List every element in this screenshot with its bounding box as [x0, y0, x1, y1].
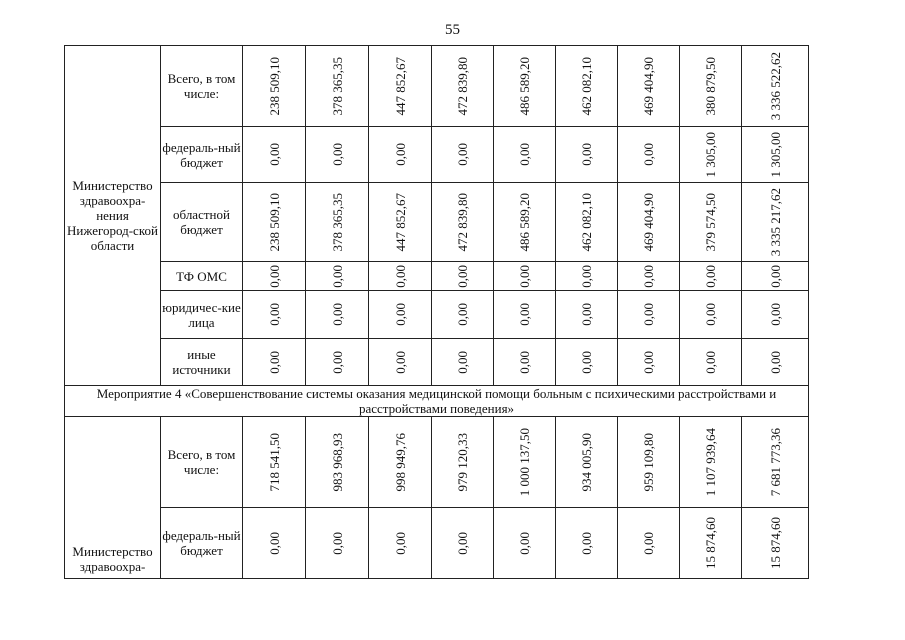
funding-value: 15 874,60: [767, 517, 783, 569]
funding-value-cell: [742, 339, 809, 386]
funding-value-cell: [306, 417, 369, 508]
funding-value-cell: [494, 127, 556, 183]
funding-value: 472 839,80: [455, 192, 470, 252]
funding-value-cell: [243, 339, 306, 386]
funding-value-cell: [618, 291, 680, 339]
funding-value-cell: [432, 339, 494, 386]
funding-value: 0,00: [266, 531, 282, 555]
organization-name: Министерство здравоохра-: [65, 417, 161, 579]
funding-value-cell: [742, 262, 809, 291]
funding-value-cell: [306, 183, 369, 262]
funding-value-cell: [432, 46, 494, 127]
funding-value: 0,00: [641, 143, 656, 166]
funding-value: 0,00: [579, 143, 594, 166]
funding-value-cell: [369, 508, 432, 579]
funding-value-cell: [618, 339, 680, 386]
funding-value-cell: [306, 291, 369, 339]
funding-value-cell: [618, 417, 680, 508]
funding-value: 0,00: [641, 531, 656, 555]
funding-value-cell: [432, 183, 494, 262]
funding-value: 0,00: [455, 143, 470, 166]
funding-value-cell: [369, 262, 432, 291]
funding-value-cell: [243, 183, 306, 262]
funding-value-cell: [556, 127, 618, 183]
funding-value-cell: [742, 46, 809, 127]
funding-value: 238 509,10: [266, 56, 282, 116]
funding-value-cell: [556, 291, 618, 339]
funding-value: 0,00: [579, 531, 594, 555]
funding-row: [65, 508, 809, 579]
funding-value-cell: [306, 262, 369, 291]
funding-value: 0,00: [579, 350, 594, 374]
funding-value: 447 852,67: [392, 192, 408, 252]
funding-value-cell: [306, 508, 369, 579]
funding-value-cell: [680, 46, 742, 127]
funding-row: [65, 339, 809, 386]
event-title-row: [65, 386, 809, 417]
funding-value-cell: [618, 183, 680, 262]
funding-value: 0,00: [329, 264, 345, 288]
funding-value-cell: [556, 46, 618, 127]
funding-value: 959 109,80: [641, 432, 656, 492]
financing-table: [64, 45, 809, 579]
funding-value: 462 082,10: [579, 192, 594, 252]
funding-value-cell: [243, 46, 306, 127]
funding-value-cell: [494, 417, 556, 508]
funding-source-label: Всего, в том числе:: [161, 417, 243, 508]
funding-value-cell: [369, 46, 432, 127]
funding-value: 0,00: [392, 303, 408, 326]
funding-value: 0,00: [329, 303, 345, 326]
funding-value: 486 589,20: [517, 56, 532, 116]
funding-value-cell: [243, 291, 306, 339]
funding-value-cell: [742, 508, 809, 579]
funding-value: 0,00: [266, 264, 282, 288]
funding-source-label: федераль-ный бюджет: [161, 508, 243, 579]
funding-value-cell: [680, 339, 742, 386]
funding-value: 380 879,50: [703, 56, 718, 116]
funding-value-cell: [680, 508, 742, 579]
funding-value: 1 000 137,50: [517, 427, 532, 497]
funding-value-cell: [742, 291, 809, 339]
funding-value: 0,00: [703, 303, 718, 326]
funding-value: 0,00: [517, 143, 532, 166]
funding-value: 1 107 939,64: [703, 427, 718, 497]
event-title-section: [65, 386, 809, 417]
funding-value: 472 839,80: [455, 56, 470, 116]
funding-value: 0,00: [641, 303, 656, 326]
funding-source-label: иные источники: [161, 339, 243, 386]
funding-value: 0,00: [767, 303, 783, 326]
funding-value: 1 305,00: [767, 131, 783, 178]
funding-value: 0,00: [392, 264, 408, 288]
funding-value: 983 968,93: [329, 432, 345, 492]
funding-value: 0,00: [703, 264, 718, 288]
funding-value: 238 509,10: [266, 192, 282, 252]
funding-value-cell: [369, 183, 432, 262]
funding-value: 0,00: [517, 264, 532, 288]
funding-value: 0,00: [329, 143, 345, 166]
funding-value-cell: [680, 127, 742, 183]
funding-value: 7 681 773,36: [767, 427, 783, 497]
funding-value-cell: [369, 339, 432, 386]
funding-value: 0,00: [517, 531, 532, 555]
funding-value-cell: [369, 127, 432, 183]
funding-value: 0,00: [579, 264, 594, 288]
funding-value-cell: [556, 417, 618, 508]
funding-value: 0,00: [517, 303, 532, 326]
funding-value-cell: [618, 262, 680, 291]
funding-value: 379 574,50: [703, 192, 718, 252]
funding-source-label: Всего, в том числе:: [161, 46, 243, 127]
funding-value-cell: [618, 508, 680, 579]
funding-value-cell: [680, 417, 742, 508]
funding-value-cell: [243, 127, 306, 183]
funding-value-cell: [243, 417, 306, 508]
funding-value-cell: [556, 262, 618, 291]
funding-value: 0,00: [455, 303, 470, 326]
funding-value: 0,00: [266, 303, 282, 326]
funding-value-cell: [432, 262, 494, 291]
funding-value: 486 589,20: [517, 192, 532, 252]
funding-value: 1 305,00: [703, 131, 718, 178]
funding-value-cell: [680, 183, 742, 262]
funding-value: 998 949,76: [392, 432, 408, 492]
funding-value: 447 852,67: [392, 56, 408, 116]
funding-value: 0,00: [455, 531, 470, 555]
funding-value-cell: [432, 417, 494, 508]
funding-value: 718 541,50: [266, 432, 282, 492]
funding-value-cell: [494, 183, 556, 262]
funding-value: 378 365,35: [329, 192, 345, 252]
funding-value: 0,00: [392, 143, 408, 166]
funding-value: 0,00: [767, 264, 783, 288]
funding-value-cell: [432, 508, 494, 579]
funding-value: 378 365,35: [329, 56, 345, 116]
funding-value-cell: [618, 127, 680, 183]
funding-value: 0,00: [517, 350, 532, 374]
funding-value: 0,00: [392, 531, 408, 555]
funding-value: 0,00: [579, 303, 594, 326]
funding-row: [65, 127, 809, 183]
funding-row: [65, 417, 809, 508]
section-ministry-health: [65, 46, 809, 386]
funding-value-cell: [369, 291, 432, 339]
funding-row: [65, 46, 809, 127]
funding-row: [65, 262, 809, 291]
funding-value: 0,00: [266, 143, 282, 166]
funding-source-label: областной бюджет: [161, 183, 243, 262]
funding-value: 979 120,33: [455, 432, 470, 492]
funding-value-cell: [432, 127, 494, 183]
funding-value-cell: [556, 508, 618, 579]
funding-value-cell: [742, 417, 809, 508]
funding-value: 462 082,10: [579, 56, 594, 116]
funding-value: 0,00: [392, 350, 408, 374]
funding-value-cell: [432, 291, 494, 339]
funding-value-cell: [680, 291, 742, 339]
funding-value-cell: [494, 291, 556, 339]
funding-value-cell: [243, 262, 306, 291]
funding-value: 3 336 522,62: [767, 51, 783, 121]
funding-row: [65, 291, 809, 339]
funding-value: 0,00: [329, 350, 345, 374]
event-title: Мероприятие 4 «Совершенствование системы оказания медицинской помощи больным с психическими расстройствами и расстройствами поведения»: [65, 386, 809, 417]
funding-value: 0,00: [767, 350, 783, 374]
funding-value: 469 404,90: [641, 192, 656, 252]
funding-value-cell: [494, 339, 556, 386]
funding-value-cell: [494, 46, 556, 127]
funding-source-label: федераль-ный бюджет: [161, 127, 243, 183]
funding-value: 0,00: [703, 350, 718, 374]
funding-value: 3 335 217,62: [767, 187, 783, 257]
funding-value-cell: [556, 339, 618, 386]
funding-value: 0,00: [641, 350, 656, 374]
funding-value: 0,00: [329, 531, 345, 555]
funding-value: 0,00: [266, 350, 282, 374]
funding-source-label: ТФ ОМС: [161, 262, 243, 291]
funding-value: 0,00: [455, 264, 470, 288]
funding-row: [65, 183, 809, 262]
funding-value-cell: [306, 127, 369, 183]
funding-value: 934 005,90: [579, 432, 594, 492]
funding-value-cell: [494, 262, 556, 291]
funding-value: 0,00: [455, 350, 470, 374]
funding-value-cell: [306, 339, 369, 386]
funding-value-cell: [556, 183, 618, 262]
funding-source-label: юридичес-кие лица: [161, 291, 243, 339]
page-number: 55: [445, 22, 460, 38]
section-ministry-health-event4: [65, 417, 809, 579]
organization-name: Министерство здравоохра-нения Нижегород-ской области: [65, 46, 161, 386]
funding-value-cell: [742, 183, 809, 262]
funding-value-cell: [494, 508, 556, 579]
funding-value: 469 404,90: [641, 56, 656, 116]
funding-value-cell: [680, 262, 742, 291]
funding-value-cell: [618, 46, 680, 127]
funding-value-cell: [306, 46, 369, 127]
funding-value-cell: [742, 127, 809, 183]
funding-value-cell: [369, 417, 432, 508]
funding-value: 15 874,60: [703, 517, 718, 569]
funding-value: 0,00: [641, 264, 656, 288]
funding-value-cell: [243, 508, 306, 579]
